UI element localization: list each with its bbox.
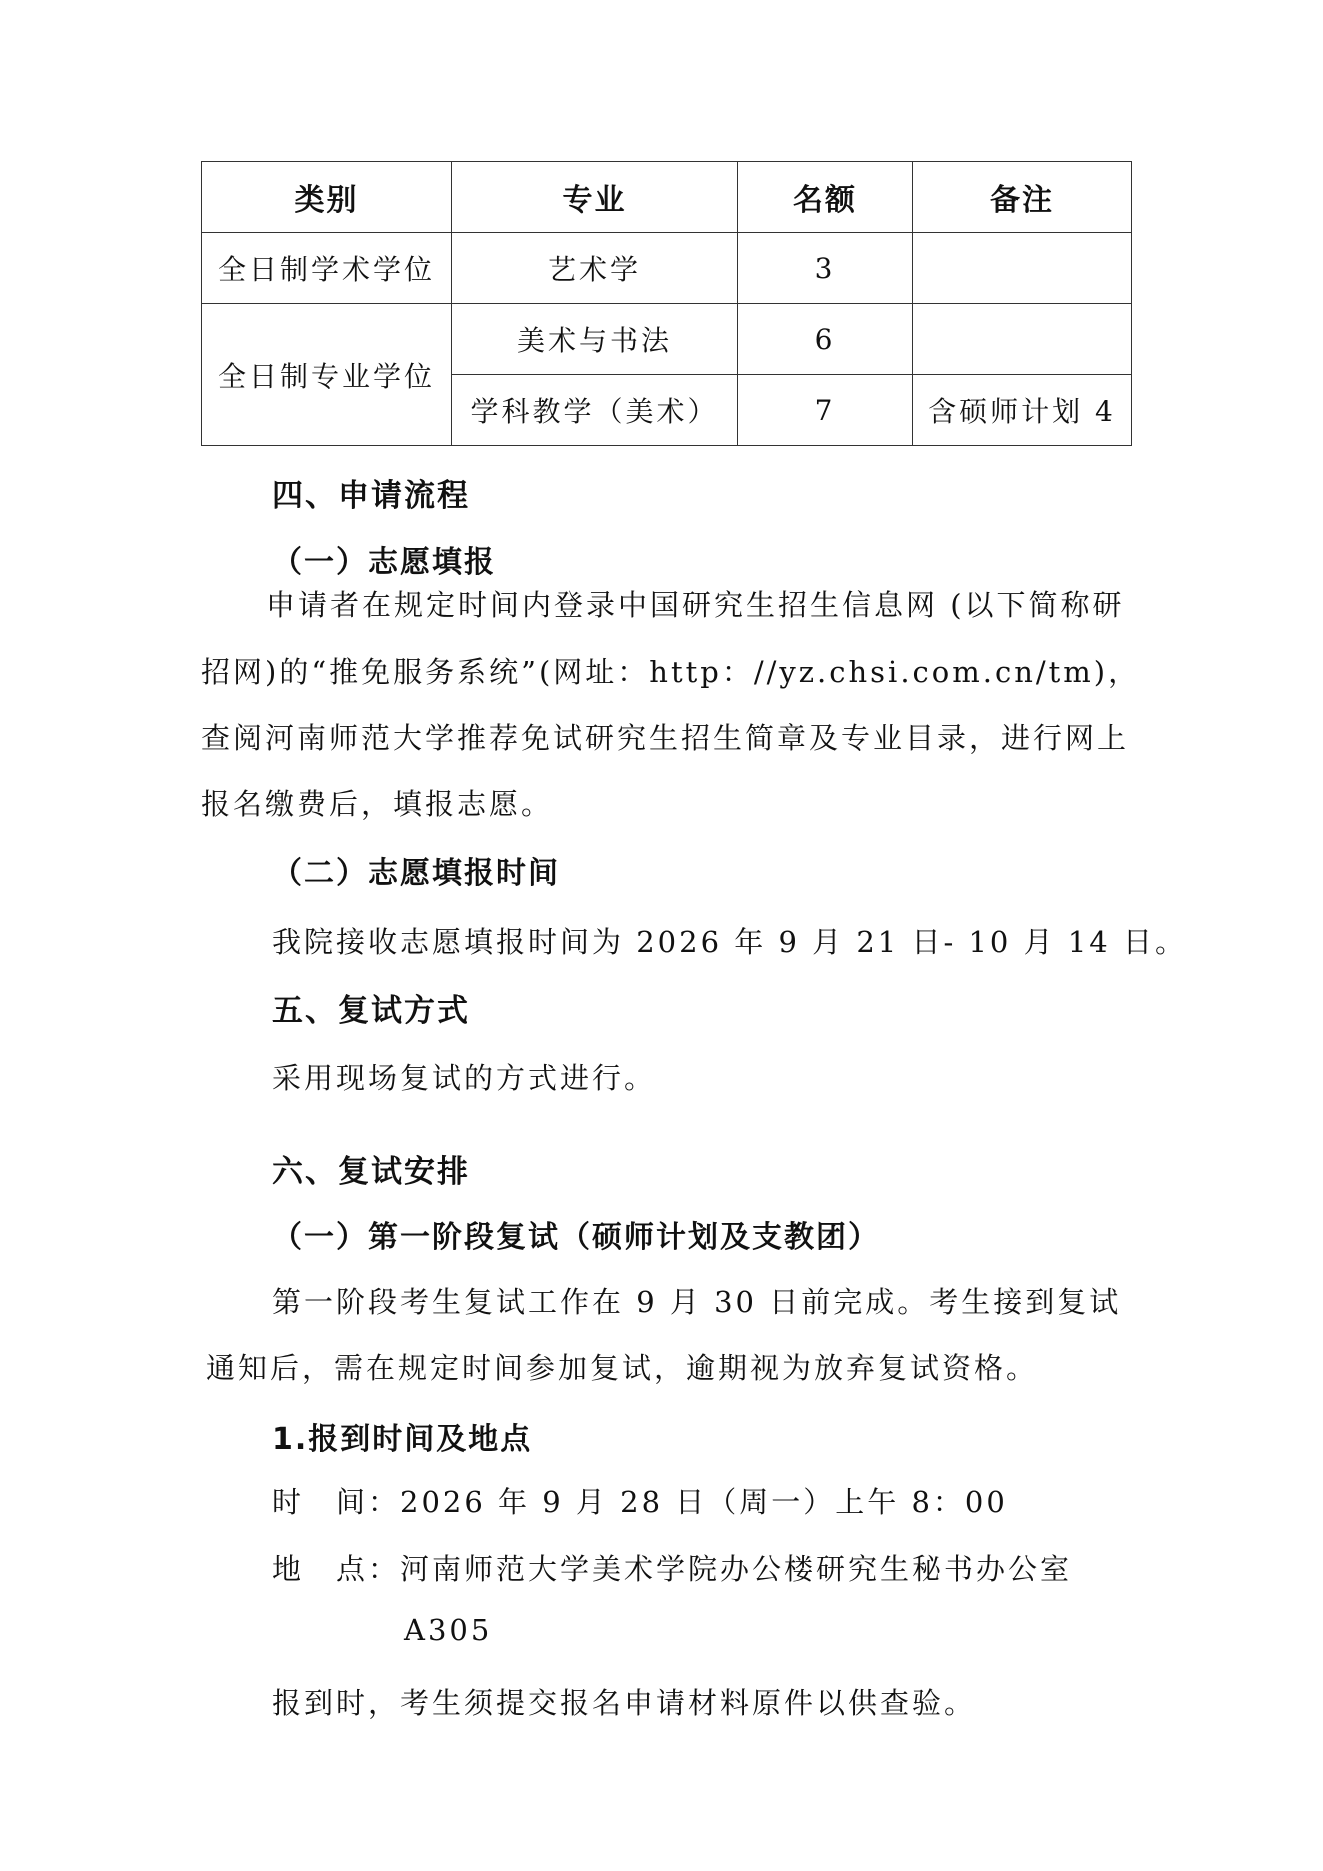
- cell-major: 艺术学: [452, 233, 738, 304]
- header-quota: 名额: [738, 162, 913, 233]
- table-row: [202, 304, 1132, 375]
- header-note: 备注: [913, 162, 1132, 233]
- paragraph-line: 招网)的“推免服务系统”(网址：http：//yz.chsi.com.cn/tm)，: [201, 655, 1141, 689]
- cell-major: 学科教学（美术）: [452, 375, 738, 446]
- section-4-2-title: （二）志愿填报时间: [272, 856, 560, 891]
- place-row: [272, 1547, 1072, 1588]
- paragraph-line: 报名缴费后，填报志愿。: [201, 787, 554, 821]
- paragraph-line: 申请者在规定时间内登录中国研究生招生信息网 (以下简称研: [266, 588, 1125, 622]
- header-major: 专业: [452, 162, 738, 233]
- section-5-title: 五、复试方式: [272, 993, 470, 1029]
- place-value: 河南师范大学美术学院办公楼研究生秘书办公室: [400, 1552, 1073, 1586]
- cell-note: 含硕师计划 4: [913, 375, 1132, 446]
- cell-quota: 7: [738, 375, 913, 446]
- paragraph-line: 查阅河南师范大学推荐免试研究生招生简章及专业目录，进行网上: [201, 721, 1130, 755]
- table-header-row: [202, 162, 1132, 233]
- cell-quota: 6: [738, 304, 913, 375]
- section-4-title: 四、申请流程: [272, 478, 470, 514]
- header-category: 类别: [202, 162, 452, 233]
- item-1-title: 1.报到时间及地点: [272, 1422, 533, 1457]
- closing-line: 报到时，考生须提交报名申请材料原件以供查验。: [272, 1686, 977, 1720]
- cell-category: 全日制专业学位: [202, 304, 452, 446]
- section-6-title: 六、复试安排: [272, 1154, 470, 1190]
- time-row: [272, 1480, 1008, 1521]
- time-value: 2026 年 9 月 28 日（周一）上午 8：00: [400, 1485, 1008, 1519]
- paragraph-line: 我院接收志愿填报时间为 2026 年 9 月 21 日- 10 月 14 日。: [272, 925, 1187, 959]
- cell-quota: 3: [738, 233, 913, 304]
- place-value-continued: A305: [404, 1613, 493, 1647]
- cell-note: [913, 304, 1132, 375]
- section-4-1-title: （一）志愿填报: [272, 545, 496, 580]
- cell-major: 美术与书法: [452, 304, 738, 375]
- cell-category: 全日制学术学位: [202, 233, 452, 304]
- time-label: 时 间：: [272, 1485, 401, 1519]
- paragraph-line: 第一阶段考生复试工作在 9 月 30 日前完成。考生接到复试: [272, 1285, 1122, 1319]
- table-row: [202, 233, 1132, 304]
- paragraph-line: 通知后，需在规定时间参加复试，逾期视为放弃复试资格。: [206, 1351, 1039, 1385]
- cell-note: [913, 233, 1132, 304]
- quota-table: [201, 161, 1132, 446]
- section-6-1-title: （一）第一阶段复试（硕师计划及支教团）: [272, 1220, 880, 1255]
- paragraph-line: 采用现场复试的方式进行。: [272, 1061, 657, 1095]
- place-label: 地 点：: [272, 1552, 401, 1586]
